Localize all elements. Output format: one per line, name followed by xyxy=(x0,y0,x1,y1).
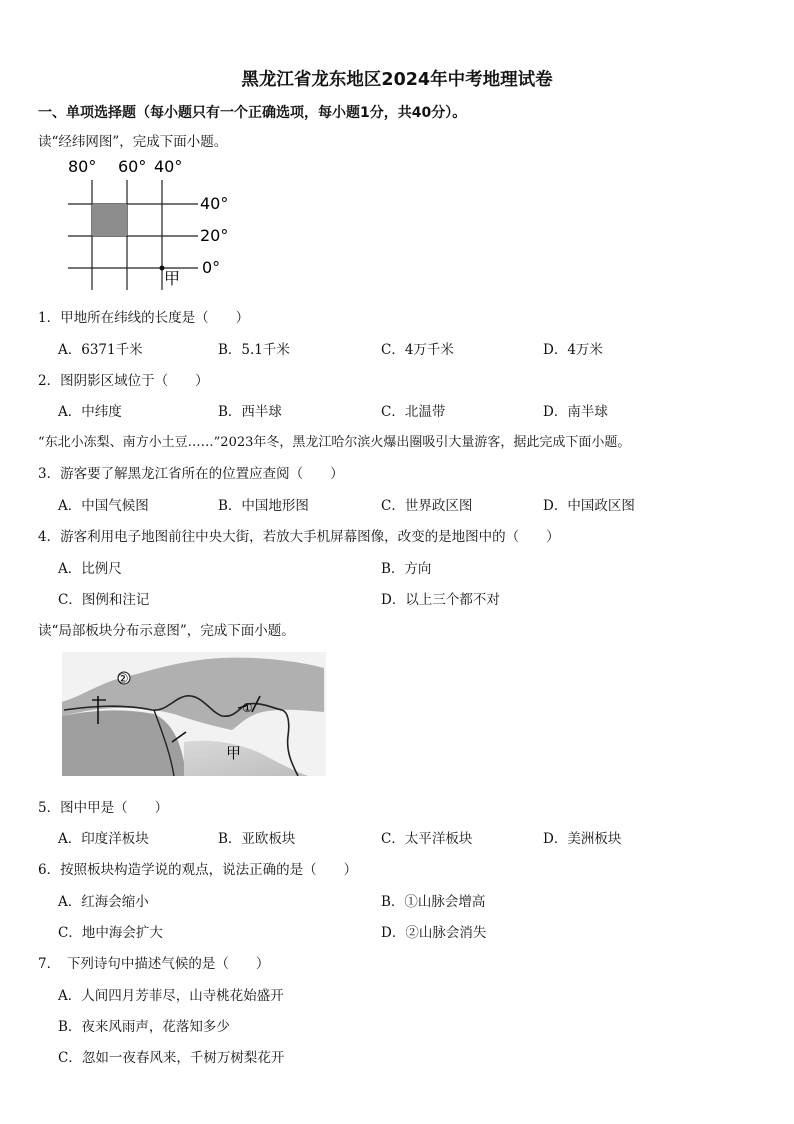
q6-option-b[interactable]: B．①山脉会增高 xyxy=(381,894,486,910)
q7-option-b[interactable]: B．夜来风雨声，花落知多少 xyxy=(58,1019,230,1035)
question-6-stem: 6．按照板块构造学说的观点，说法正确的是（ ） xyxy=(38,862,358,878)
latlon-grid-figure xyxy=(60,152,240,294)
lon-label-40: 40° xyxy=(154,157,183,176)
q1-option-b[interactable]: B．5.1千米 xyxy=(218,342,290,358)
question-2-stem: 2．图阴影区域位于（ ） xyxy=(38,373,209,389)
marker-2-label: ② xyxy=(117,672,129,687)
plate-jia-label: 甲 xyxy=(226,744,242,762)
q1-option-d[interactable]: D．4万米 xyxy=(543,342,603,358)
question-7-stem: 7． 下列诗句中描述气候的是（ ） xyxy=(38,956,270,972)
intro-harbin: “东北小冻梨、南方小土豆……”2023年冬，黑龙江哈尔滨火爆出圈吸引大量游客，据此完成下面小题。 xyxy=(38,435,631,450)
question-4-stem: 4．游客利用电子地图前往中央大街，若放大手机屏幕图像，改变的是地图中的（ ） xyxy=(38,529,560,545)
q2-option-c[interactable]: C．北温带 xyxy=(381,404,446,420)
q3-option-d[interactable]: D．中国政区图 xyxy=(543,498,635,514)
q3-option-b[interactable]: B．中国地形图 xyxy=(218,498,309,514)
page-title: 黑龙江省龙东地区2024年中考地理试卷 xyxy=(241,70,553,90)
plate-map-figure xyxy=(62,652,326,776)
q4-option-d[interactable]: D．以上三个都不对 xyxy=(381,592,500,608)
q3-option-a[interactable]: A．中国气候图 xyxy=(58,498,149,514)
point-jia-label: 甲 xyxy=(164,269,181,288)
intro-latlon-grid: 读“经纬网图”，完成下面小题。 xyxy=(38,134,228,150)
lat-label-20: 20° xyxy=(200,226,229,245)
q2-option-d[interactable]: D．南半球 xyxy=(543,404,608,420)
marker-1-label: ① xyxy=(242,701,253,715)
q7-option-c[interactable]: C．忽如一夜春风来，千树万树梨花开 xyxy=(58,1050,285,1066)
q4-option-c[interactable]: C．图例和注记 xyxy=(58,592,150,608)
q4-option-a[interactable]: A．比例尺 xyxy=(58,561,122,577)
q2-option-b[interactable]: B．西半球 xyxy=(218,404,282,420)
q5-option-a[interactable]: A．印度洋板块 xyxy=(58,831,149,847)
lon-label-80: 80° xyxy=(68,157,97,176)
q4-option-b[interactable]: B．方向 xyxy=(381,561,432,577)
q2-option-a[interactable]: A．中纬度 xyxy=(58,404,122,420)
q5-option-d[interactable]: D．美洲板块 xyxy=(543,831,622,847)
q5-option-c[interactable]: C．太平洋板块 xyxy=(381,831,473,847)
q5-option-b[interactable]: B．亚欧板块 xyxy=(218,831,296,847)
q1-option-a[interactable]: A．6371千米 xyxy=(58,342,143,358)
q3-option-c[interactable]: C．世界政区图 xyxy=(381,498,473,514)
question-5-stem: 5．图中甲是（ ） xyxy=(38,800,169,816)
lat-label-0: 0° xyxy=(202,258,221,277)
q1-option-c[interactable]: C．4万千米 xyxy=(381,342,454,358)
question-3-stem: 3．游客要了解黑龙江省所在的位置应查阅（ ） xyxy=(38,466,344,482)
q6-option-c[interactable]: C．地中海会扩大 xyxy=(58,925,163,941)
q7-option-a[interactable]: A．人间四月芳菲尽，山寺桃花始盛开 xyxy=(58,988,284,1004)
question-1-stem: 1．甲地所在纬线的长度是（ ） xyxy=(38,310,250,326)
q6-option-d[interactable]: D．②山脉会消失 xyxy=(381,925,487,941)
intro-plate-map: 读“局部板块分布示意图”，完成下面小题。 xyxy=(38,623,295,639)
lat-label-40: 40° xyxy=(200,194,229,213)
lon-label-60: 60° xyxy=(118,157,147,176)
q6-option-a[interactable]: A．红海会缩小 xyxy=(58,894,149,910)
shaded-region xyxy=(92,204,127,236)
section-heading: 一、单项选择题（每小题只有一个正确选项，每小题1分，共40分）。 xyxy=(38,105,467,121)
